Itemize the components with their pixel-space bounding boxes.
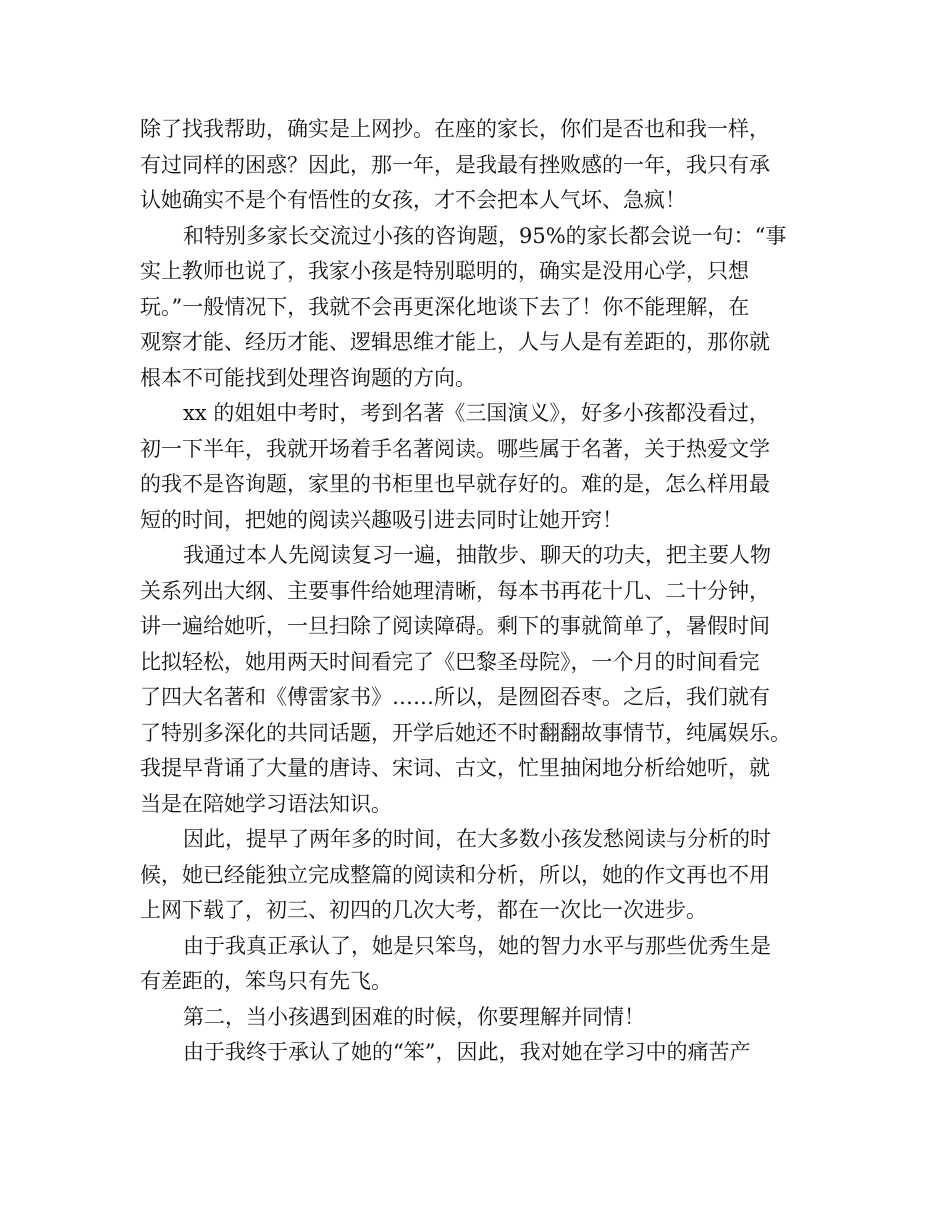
paragraph-first-line: 我通过本人先阅读复习一遍，抽散步、聊天的功夫，把主要人物 [183, 543, 771, 567]
text-line: 了四大名著和《傅雷家书》……所以，是囫囵吞枣。之后，我们就有 [140, 685, 770, 709]
text-line: 玩。”一般情况下，我就不会再更深化地谈下去了！你不能理解，在 [140, 294, 750, 319]
text-line: 上网下载了，初三、初四的几次大考，都在一次比一次进步。 [140, 898, 707, 922]
paragraph-first-line: 因此，提早了两年多的时间，在大多数小孩发愁阅读与分析的时 [183, 827, 771, 851]
text-line: 当是在陪她学习语法知识。 [140, 791, 392, 816]
text-line: 实上教师也说了，我家小孩是特别聪明的，确实是没用心学，只想 [140, 259, 749, 283]
text-line: 有差距的，笨鸟只有先飞。 [140, 969, 392, 993]
text-line: 初一下半年，我就开场着手名著阅读。哪些属于名著，关于热爱文学 [140, 436, 770, 461]
body-text [140, 112, 830, 1071]
text-line: 了特别多深化的共同话题，开学后她还不时翻翻故事情节，纯属娱乐。 [140, 720, 791, 745]
paragraph-first-line: 和特别多家长交流过小孩的咨询题，95%的家长都会说一句：“事 [183, 223, 787, 248]
text-line: 的我不是咨询题，家里的书柜里也早就存好的。难的是，怎么样用最 [140, 472, 770, 496]
paragraph-first-line: 由于我终于承认了她的“笨”，因此，我对她在学习中的痛苦产 [183, 1040, 751, 1064]
text-line: 除了找我帮助，确实是上网抄。在座的家长，你们是否也和我一样， [140, 117, 770, 141]
text-line: 短的时间，把她的阅读兴趣吸引进去同时让她开窍！ [140, 507, 623, 532]
text-line: 关系列出大纲、主要事件给她理清晰，每本书再花十几、二十分钟， [140, 578, 770, 603]
text-line: 认她确实不是个有悟性的女孩，才不会把本人气坏、急疯！ [140, 188, 686, 212]
text-line: 我提早背诵了大量的唐诗、宋词、古文，忙里抽闲地分析给她听，就 [140, 756, 770, 780]
section-heading-line: 第二，当小孩遇到困难的时候，你要理解并同情！ [183, 1004, 645, 1029]
paragraph-first-line: xx 的姐姐中考时，考到名著《三国演义》，好多小孩都没看过， [183, 401, 770, 425]
text-line: 比拟轻松，她用两天时间看完了《巴黎圣母院》，一个月的时间看完 [140, 649, 760, 674]
text-line: 根本不可能找到处理咨询题的方向。 [140, 365, 476, 390]
paragraph-first-line: 由于我真正承认了，她是只笨鸟，她的智力水平与那些优秀生是 [183, 933, 771, 958]
text-line: 有过同样的困惑？因此，那一年，是我最有挫败感的一年，我只有承 [140, 152, 770, 177]
text-line: 讲一遍给她听，一旦扫除了阅读障碍。剩下的事就简单了，暑假时间 [140, 614, 770, 638]
text-line: 观察才能、经历才能、逻辑思维才能上，人与人是有差距的，那你就 [140, 330, 770, 354]
text-line: 候，她已经能独立完成整篇的阅读和分析，所以，她的作文再也不用 [140, 862, 770, 887]
